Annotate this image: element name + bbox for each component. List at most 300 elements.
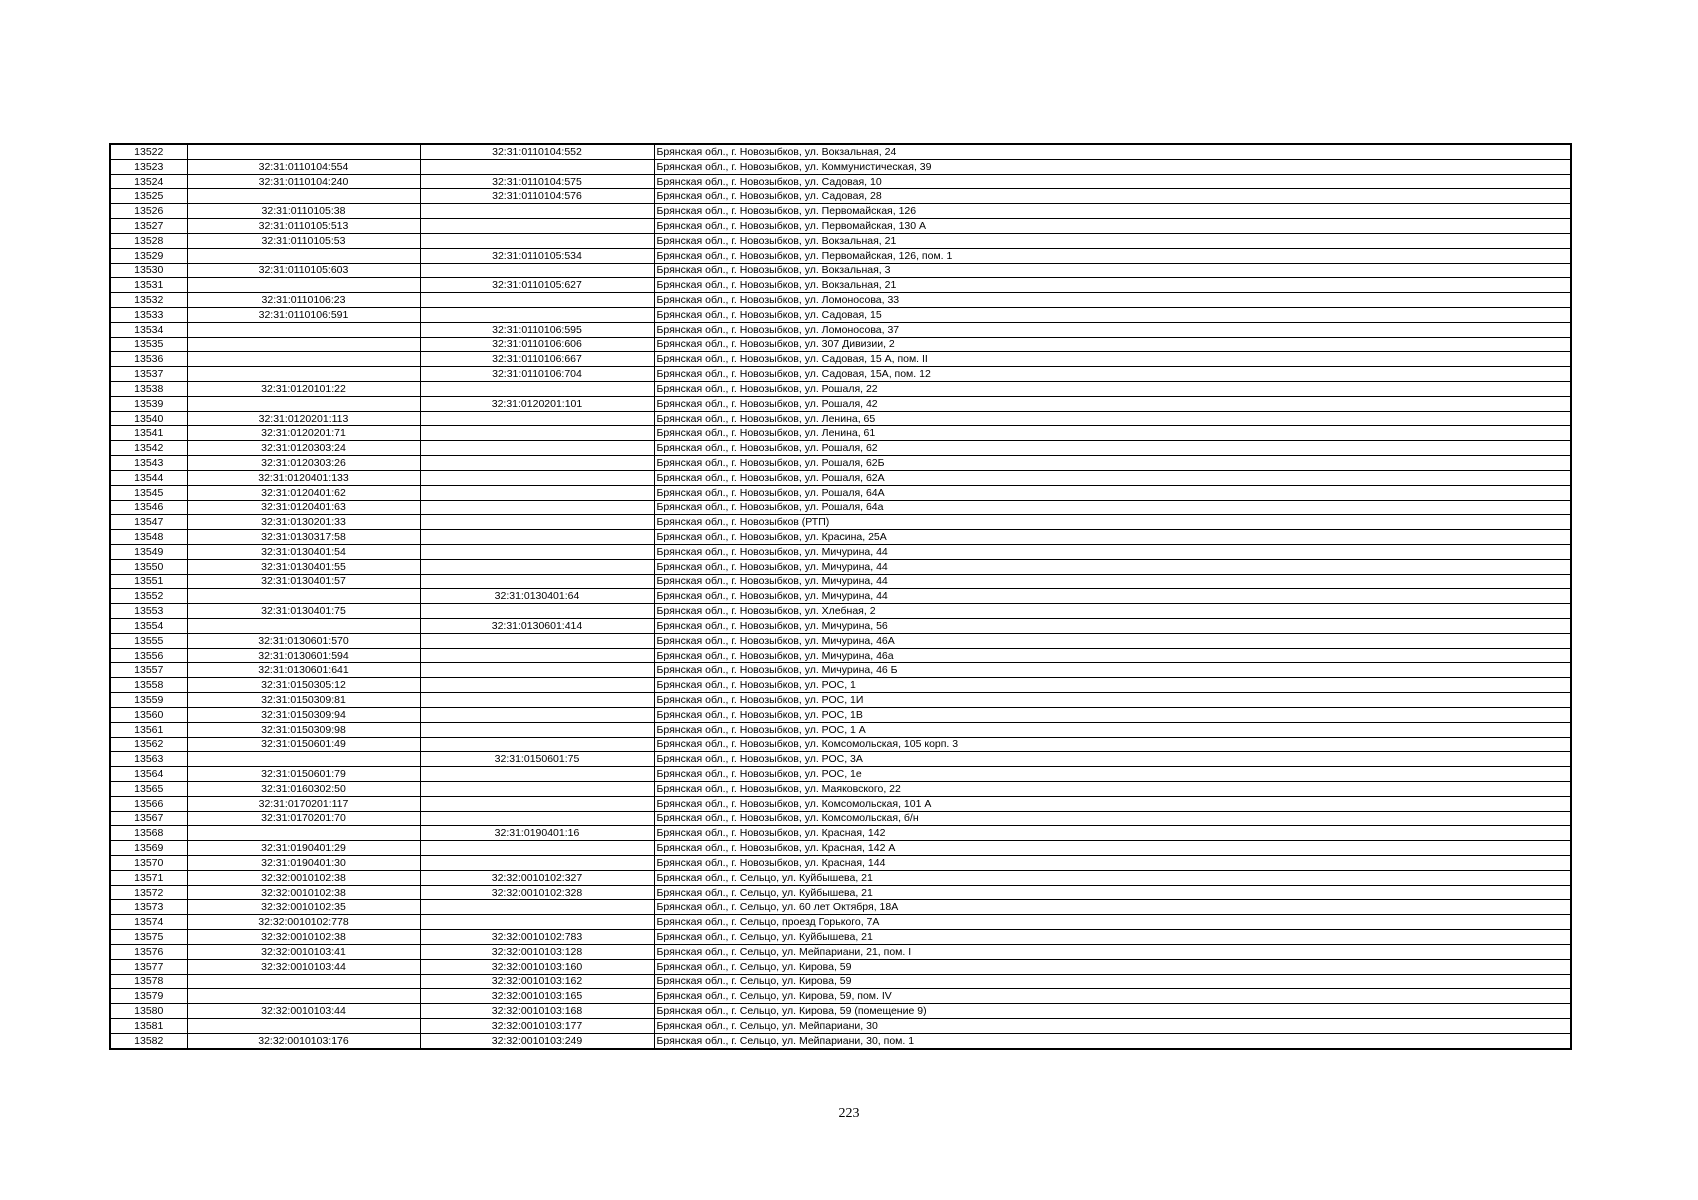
address-cell: Брянская обл., г. Новозыбков, ул. Рошаля, 62А xyxy=(654,470,1571,485)
building-cadastral-number-cell: 32:31:0110106:606 xyxy=(420,337,654,352)
building-cadastral-number-cell: 32:31:0110105:627 xyxy=(420,278,654,293)
building-cadastral-number-cell: 32:31:0110106:595 xyxy=(420,322,654,337)
address-cell: Брянская обл., г. Новозыбков, ул. Первомайская, 126, пом. 1 xyxy=(654,248,1571,263)
address-cell: Брянская обл., г. Новозыбков, ул. Комсомольская, 105 корп. 3 xyxy=(654,737,1571,752)
table-row xyxy=(110,530,1571,545)
building-cadastral-number-cell xyxy=(420,530,654,545)
row-number-cell: 13559 xyxy=(110,693,187,708)
address-cell: Брянская обл., г. Новозыбков, ул. Вокзальная, 3 xyxy=(654,263,1571,278)
row-number-cell: 13537 xyxy=(110,367,187,382)
row-number-cell: 13580 xyxy=(110,1004,187,1019)
building-cadastral-number-cell xyxy=(420,678,654,693)
table-row xyxy=(110,544,1571,559)
building-cadastral-number-cell xyxy=(420,485,654,500)
address-cell: Брянская обл., г. Новозыбков, ул. Красная, 144 xyxy=(654,856,1571,871)
building-cadastral-number-cell: 32:31:0110104:575 xyxy=(420,174,654,189)
address-cell: Брянская обл., г. Сельцо, ул. Мейпариани, 30 xyxy=(654,1018,1571,1033)
cadastral-number-cell: 32:31:0170201:117 xyxy=(187,796,420,811)
row-number-cell: 13536 xyxy=(110,352,187,367)
building-cadastral-number-cell xyxy=(420,441,654,456)
row-number-cell: 13533 xyxy=(110,307,187,322)
cadastral-number-cell xyxy=(187,826,420,841)
cadastral-number-cell xyxy=(187,1018,420,1033)
table-row xyxy=(110,633,1571,648)
cadastral-number-cell: 32:32:0010102:38 xyxy=(187,870,420,885)
building-cadastral-number-cell xyxy=(420,856,654,871)
building-cadastral-number-cell xyxy=(420,915,654,930)
address-cell: Брянская обл., г. Новозыбков, ул. РОС, 3А xyxy=(654,752,1571,767)
address-cell: Брянская обл., г. Новозыбков, ул. Первомайская, 130 А xyxy=(654,219,1571,234)
building-cadastral-number-cell xyxy=(420,796,654,811)
row-number-cell: 13581 xyxy=(110,1018,187,1033)
table-row xyxy=(110,737,1571,752)
building-cadastral-number-cell: 32:32:0010103:249 xyxy=(420,1033,654,1048)
row-number-cell: 13578 xyxy=(110,974,187,989)
row-number-cell: 13558 xyxy=(110,678,187,693)
table-row xyxy=(110,233,1571,248)
cadastral-number-cell: 32:31:0130401:57 xyxy=(187,574,420,589)
building-cadastral-number-cell xyxy=(420,722,654,737)
table-row xyxy=(110,219,1571,234)
cadastral-number-cell: 32:31:0170201:70 xyxy=(187,811,420,826)
cadastral-number-cell: 32:31:0130317:58 xyxy=(187,530,420,545)
address-cell: Брянская обл., г. Сельцо, проезд Горького, 7А xyxy=(654,915,1571,930)
cadastral-number-cell: 32:31:0120303:24 xyxy=(187,441,420,456)
table-row xyxy=(110,663,1571,678)
building-cadastral-number-cell xyxy=(420,767,654,782)
address-cell: Брянская обл., г. Новозыбков, ул. Мичурина, 44 xyxy=(654,589,1571,604)
address-cell: Брянская обл., г. Новозыбков, ул. Ленина, 65 xyxy=(654,411,1571,426)
building-cadastral-number-cell: 32:32:0010102:783 xyxy=(420,930,654,945)
building-cadastral-number-cell: 32:31:0110104:576 xyxy=(420,189,654,204)
table-row xyxy=(110,456,1571,471)
table-row xyxy=(110,322,1571,337)
cadastral-number-cell: 32:31:0120303:26 xyxy=(187,456,420,471)
address-cell: Брянская обл., г. Сельцо, ул. Кирова, 59 (помещение 9) xyxy=(654,1004,1571,1019)
row-number-cell: 13525 xyxy=(110,189,187,204)
row-number-cell: 13570 xyxy=(110,856,187,871)
cadastral-number-cell: 32:31:0110104:554 xyxy=(187,159,420,174)
cadastral-number-cell: 32:31:0160302:50 xyxy=(187,781,420,796)
cadastral-number-cell: 32:31:0110106:591 xyxy=(187,307,420,322)
table-row xyxy=(110,396,1571,411)
address-cell: Брянская обл., г. Сельцо, ул. Кирова, 59 xyxy=(654,974,1571,989)
table-row xyxy=(110,174,1571,189)
cadastral-number-cell xyxy=(187,752,420,767)
address-cell: Брянская обл., г. Новозыбков, ул. Мичурина, 46а xyxy=(654,648,1571,663)
table-row xyxy=(110,441,1571,456)
address-cell: Брянская обл., г. Новозыбков, ул. Мичурина, 44 xyxy=(654,574,1571,589)
cadastral-number-cell: 32:31:0130601:594 xyxy=(187,648,420,663)
cadastral-number-cell xyxy=(187,278,420,293)
building-cadastral-number-cell xyxy=(420,633,654,648)
table-row xyxy=(110,500,1571,515)
building-cadastral-number-cell xyxy=(420,604,654,619)
row-number-cell: 13531 xyxy=(110,278,187,293)
cadastral-number-cell: 32:31:0120201:113 xyxy=(187,411,420,426)
address-cell: Брянская обл., г. Новозыбков, ул. РОС, 1В xyxy=(654,707,1571,722)
table-row xyxy=(110,515,1571,530)
cadastral-number-cell: 32:32:0010102:778 xyxy=(187,915,420,930)
address-cell: Брянская обл., г. Новозыбков, ул. Садовая, 28 xyxy=(654,189,1571,204)
cadastral-number-cell: 32:31:0110105:513 xyxy=(187,219,420,234)
table-row xyxy=(110,959,1571,974)
building-cadastral-number-cell xyxy=(420,663,654,678)
cadastral-number-cell: 32:31:0190401:29 xyxy=(187,841,420,856)
building-cadastral-number-cell xyxy=(420,693,654,708)
address-cell: Брянская обл., г. Новозыбков, ул. Мичурина, 46А xyxy=(654,633,1571,648)
cadastral-number-cell: 32:31:0120401:133 xyxy=(187,470,420,485)
row-number-cell: 13522 xyxy=(110,144,187,159)
table-row xyxy=(110,974,1571,989)
building-cadastral-number-cell xyxy=(420,841,654,856)
row-number-cell: 13541 xyxy=(110,426,187,441)
row-number-cell: 13553 xyxy=(110,604,187,619)
row-number-cell: 13529 xyxy=(110,248,187,263)
cadastral-number-cell xyxy=(187,248,420,263)
cadastral-number-cell xyxy=(187,189,420,204)
address-cell: Брянская обл., г. Новозыбков, ул. Рошаля, 64а xyxy=(654,500,1571,515)
cadastral-number-cell: 32:31:0120201:71 xyxy=(187,426,420,441)
building-cadastral-number-cell: 32:31:0110104:552 xyxy=(420,144,654,159)
row-number-cell: 13538 xyxy=(110,382,187,397)
table-row xyxy=(110,144,1571,159)
cadastral-number-cell: 32:31:0130401:54 xyxy=(187,544,420,559)
building-cadastral-number-cell: 32:32:0010103:128 xyxy=(420,944,654,959)
address-cell: Брянская обл., г. Новозыбков, ул. Комсомольская, 101 А xyxy=(654,796,1571,811)
address-cell: Брянская обл., г. Новозыбков, ул. Комсомольская, б/н xyxy=(654,811,1571,826)
table-row xyxy=(110,470,1571,485)
row-number-cell: 13535 xyxy=(110,337,187,352)
building-cadastral-number-cell: 32:32:0010103:162 xyxy=(420,974,654,989)
building-cadastral-number-cell xyxy=(420,500,654,515)
row-number-cell: 13564 xyxy=(110,767,187,782)
address-cell: Брянская обл., г. Новозыбков, ул. Красина, 25А xyxy=(654,530,1571,545)
table-row xyxy=(110,337,1571,352)
address-cell: Брянская обл., г. Новозыбков, ул. Ломоносова, 37 xyxy=(654,322,1571,337)
address-cell: Брянская обл., г. Новозыбков, ул. Садовая, 15 xyxy=(654,307,1571,322)
building-cadastral-number-cell xyxy=(420,233,654,248)
row-number-cell: 13545 xyxy=(110,485,187,500)
building-cadastral-number-cell xyxy=(420,470,654,485)
address-cell: Брянская обл., г. Сельцо, ул. Кирова, 59 xyxy=(654,959,1571,974)
address-cell: Брянская обл., г. Новозыбков, ул. Красная, 142 xyxy=(654,826,1571,841)
row-number-cell: 13547 xyxy=(110,515,187,530)
table-row xyxy=(110,870,1571,885)
cadastral-number-cell xyxy=(187,989,420,1004)
address-cell: Брянская обл., г. Новозыбков, ул. 307 Дивизии, 2 xyxy=(654,337,1571,352)
building-cadastral-number-cell: 32:31:0120201:101 xyxy=(420,396,654,411)
address-cell: Брянская обл., г. Сельцо, ул. Куйбышева, 21 xyxy=(654,885,1571,900)
cadastral-number-cell: 32:31:0120101:22 xyxy=(187,382,420,397)
row-number-cell: 13523 xyxy=(110,159,187,174)
address-cell: Брянская обл., г. Новозыбков, ул. Мичурина, 56 xyxy=(654,619,1571,634)
row-number-cell: 13568 xyxy=(110,826,187,841)
address-cell: Брянская обл., г. Сельцо, ул. Куйбышева, 21 xyxy=(654,930,1571,945)
table-row xyxy=(110,826,1571,841)
address-cell: Брянская обл., г. Сельцо, ул. Куйбышева, 21 xyxy=(654,870,1571,885)
building-cadastral-number-cell: 32:31:0110106:667 xyxy=(420,352,654,367)
row-number-cell: 13572 xyxy=(110,885,187,900)
row-number-cell: 13575 xyxy=(110,930,187,945)
row-number-cell: 13569 xyxy=(110,841,187,856)
table-row xyxy=(110,707,1571,722)
cadastral-number-cell xyxy=(187,589,420,604)
table-row xyxy=(110,989,1571,1004)
cadastral-number-cell: 32:31:0150305:12 xyxy=(187,678,420,693)
building-cadastral-number-cell: 32:31:0130401:64 xyxy=(420,589,654,604)
table-row xyxy=(110,811,1571,826)
building-cadastral-number-cell xyxy=(420,307,654,322)
row-number-cell: 13562 xyxy=(110,737,187,752)
cadastral-number-cell: 32:31:0130201:33 xyxy=(187,515,420,530)
row-number-cell: 13528 xyxy=(110,233,187,248)
table-row xyxy=(110,767,1571,782)
table-row xyxy=(110,382,1571,397)
cadastral-number-cell: 32:31:0110104:240 xyxy=(187,174,420,189)
address-cell: Брянская обл., г. Новозыбков, ул. Коммунистическая, 39 xyxy=(654,159,1571,174)
table-row xyxy=(110,1004,1571,1019)
row-number-cell: 13577 xyxy=(110,959,187,974)
table-row xyxy=(110,574,1571,589)
cadastral-number-cell: 32:32:0010102:35 xyxy=(187,900,420,915)
address-cell: Брянская обл., г. Новозыбков, ул. Ломоносова, 33 xyxy=(654,293,1571,308)
row-number-cell: 13530 xyxy=(110,263,187,278)
table-row xyxy=(110,367,1571,382)
address-cell: Брянская обл., г. Новозыбков, ул. Вокзальная, 21 xyxy=(654,278,1571,293)
row-number-cell: 13574 xyxy=(110,915,187,930)
row-number-cell: 13551 xyxy=(110,574,187,589)
table-row xyxy=(110,411,1571,426)
cadastral-number-cell xyxy=(187,396,420,411)
row-number-cell: 13557 xyxy=(110,663,187,678)
table-row xyxy=(110,589,1571,604)
cadastral-number-cell: 32:31:0130601:641 xyxy=(187,663,420,678)
cadastral-number-cell: 32:31:0120401:62 xyxy=(187,485,420,500)
building-cadastral-number-cell xyxy=(420,159,654,174)
building-cadastral-number-cell: 32:31:0130601:414 xyxy=(420,619,654,634)
cadastral-number-cell xyxy=(187,144,420,159)
table-row xyxy=(110,204,1571,219)
building-cadastral-number-cell xyxy=(420,411,654,426)
table-row xyxy=(110,1033,1571,1048)
table-row xyxy=(110,648,1571,663)
building-cadastral-number-cell: 32:31:0150601:75 xyxy=(420,752,654,767)
building-cadastral-number-cell: 32:32:0010102:327 xyxy=(420,870,654,885)
row-number-cell: 13571 xyxy=(110,870,187,885)
row-number-cell: 13554 xyxy=(110,619,187,634)
row-number-cell: 13565 xyxy=(110,781,187,796)
table-row xyxy=(110,159,1571,174)
address-cell: Брянская обл., г. Новозыбков, ул. РОС, 1И xyxy=(654,693,1571,708)
address-cell: Брянская обл., г. Новозыбков, ул. РОС, 1 А xyxy=(654,722,1571,737)
address-cell: Брянская обл., г. Новозыбков, ул. Маяковского, 22 xyxy=(654,781,1571,796)
cadastral-number-cell: 32:31:0130401:55 xyxy=(187,559,420,574)
table-row xyxy=(110,930,1571,945)
row-number-cell: 13579 xyxy=(110,989,187,1004)
row-number-cell: 13534 xyxy=(110,322,187,337)
cadastral-number-cell: 32:31:0150309:94 xyxy=(187,707,420,722)
cadastral-number-cell xyxy=(187,974,420,989)
address-cell: Брянская обл., г. Новозыбков, ул. Рошаля, 62Б xyxy=(654,456,1571,471)
cadastral-number-cell: 32:32:0010102:38 xyxy=(187,885,420,900)
row-number-cell: 13563 xyxy=(110,752,187,767)
cadastral-number-cell: 32:31:0110106:23 xyxy=(187,293,420,308)
table-row xyxy=(110,796,1571,811)
row-number-cell: 13542 xyxy=(110,441,187,456)
address-cell: Брянская обл., г. Новозыбков (РТП) xyxy=(654,515,1571,530)
row-number-cell: 13560 xyxy=(110,707,187,722)
address-cell: Брянская обл., г. Новозыбков, ул. Хлебная, 2 xyxy=(654,604,1571,619)
table-row xyxy=(110,604,1571,619)
address-cell: Брянская обл., г. Новозыбков, ул. Садовая, 15А, пом. 12 xyxy=(654,367,1571,382)
building-cadastral-number-cell xyxy=(420,515,654,530)
cadastral-number-cell: 32:31:0150601:49 xyxy=(187,737,420,752)
address-cell: Брянская обл., г. Новозыбков, ул. Мичурина, 44 xyxy=(654,559,1571,574)
table-row xyxy=(110,722,1571,737)
table-row xyxy=(110,263,1571,278)
address-cell: Брянская обл., г. Новозыбков, ул. РОС, 1 xyxy=(654,678,1571,693)
building-cadastral-number-cell xyxy=(420,456,654,471)
address-cell: Брянская обл., г. Новозыбков, ул. Садовая, 15 А, пом. II xyxy=(654,352,1571,367)
table-row xyxy=(110,856,1571,871)
building-cadastral-number-cell: 32:31:0110106:704 xyxy=(420,367,654,382)
building-cadastral-number-cell: 32:32:0010103:160 xyxy=(420,959,654,974)
building-cadastral-number-cell: 32:32:0010103:168 xyxy=(420,1004,654,1019)
address-cell: Брянская обл., г. Сельцо, ул. 60 лет Октября, 18А xyxy=(654,900,1571,915)
building-cadastral-number-cell xyxy=(420,263,654,278)
table-row xyxy=(110,885,1571,900)
cadastral-number-cell: 32:32:0010103:44 xyxy=(187,1004,420,1019)
table-row xyxy=(110,352,1571,367)
address-cell: Брянская обл., г. Новозыбков, ул. Вокзальная, 21 xyxy=(654,233,1571,248)
building-cadastral-number-cell xyxy=(420,707,654,722)
cadastral-number-cell: 32:31:0150309:81 xyxy=(187,693,420,708)
table-row xyxy=(110,278,1571,293)
building-cadastral-number-cell xyxy=(420,426,654,441)
row-number-cell: 13548 xyxy=(110,530,187,545)
cadastral-number-cell xyxy=(187,322,420,337)
table-row xyxy=(110,841,1571,856)
building-cadastral-number-cell xyxy=(420,219,654,234)
building-cadastral-number-cell: 32:32:0010103:165 xyxy=(420,989,654,1004)
row-number-cell: 13546 xyxy=(110,500,187,515)
cadastral-number-cell: 32:32:0010103:44 xyxy=(187,959,420,974)
table-row xyxy=(110,619,1571,634)
cadastral-number-cell: 32:32:0010103:176 xyxy=(187,1033,420,1048)
table-row xyxy=(110,900,1571,915)
building-cadastral-number-cell xyxy=(420,737,654,752)
table-row xyxy=(110,1018,1571,1033)
registry-table xyxy=(109,143,1572,1050)
address-cell: Брянская обл., г. Новозыбков, ул. РОС, 1е xyxy=(654,767,1571,782)
table-row xyxy=(110,752,1571,767)
address-cell: Брянская обл., г. Новозыбков, ул. Рошаля, 62 xyxy=(654,441,1571,456)
row-number-cell: 13550 xyxy=(110,559,187,574)
address-cell: Брянская обл., г. Сельцо, ул. Мейпариани, 21, пом. I xyxy=(654,944,1571,959)
table-row xyxy=(110,248,1571,263)
building-cadastral-number-cell xyxy=(420,574,654,589)
address-cell: Брянская обл., г. Новозыбков, ул. Мичурина, 44 xyxy=(654,544,1571,559)
page-number: 223 xyxy=(838,1106,860,1121)
building-cadastral-number-cell xyxy=(420,544,654,559)
row-number-cell: 13524 xyxy=(110,174,187,189)
row-number-cell: 13526 xyxy=(110,204,187,219)
row-number-cell: 13555 xyxy=(110,633,187,648)
building-cadastral-number-cell xyxy=(420,648,654,663)
building-cadastral-number-cell: 32:32:0010103:177 xyxy=(420,1018,654,1033)
row-number-cell: 13573 xyxy=(110,900,187,915)
building-cadastral-number-cell xyxy=(420,293,654,308)
table-row xyxy=(110,693,1571,708)
address-cell: Брянская обл., г. Новозыбков, ул. Первомайская, 126 xyxy=(654,204,1571,219)
address-cell: Брянская обл., г. Новозыбков, ул. Рошаля, 22 xyxy=(654,382,1571,397)
table-row xyxy=(110,944,1571,959)
row-number-cell: 13532 xyxy=(110,293,187,308)
row-number-cell: 13540 xyxy=(110,411,187,426)
cadastral-number-cell xyxy=(187,352,420,367)
cadastral-number-cell: 32:31:0130401:75 xyxy=(187,604,420,619)
building-cadastral-number-cell xyxy=(420,204,654,219)
registry-table-body xyxy=(110,144,1571,1049)
row-number-cell: 13552 xyxy=(110,589,187,604)
address-cell: Брянская обл., г. Новозыбков, ул. Вокзальная, 24 xyxy=(654,144,1571,159)
row-number-cell: 13543 xyxy=(110,456,187,471)
cadastral-number-cell: 32:32:0010103:41 xyxy=(187,944,420,959)
row-number-cell: 13576 xyxy=(110,944,187,959)
building-cadastral-number-cell: 32:32:0010102:328 xyxy=(420,885,654,900)
row-number-cell: 13566 xyxy=(110,796,187,811)
building-cadastral-number-cell xyxy=(420,781,654,796)
cadastral-number-cell: 32:31:0150309:98 xyxy=(187,722,420,737)
building-cadastral-number-cell xyxy=(420,811,654,826)
cadastral-number-cell xyxy=(187,337,420,352)
table-row xyxy=(110,307,1571,322)
cadastral-number-cell: 32:31:0130601:570 xyxy=(187,633,420,648)
address-cell: Брянская обл., г. Новозыбков, ул. Садовая, 10 xyxy=(654,174,1571,189)
cadastral-number-cell: 32:31:0150601:79 xyxy=(187,767,420,782)
table-row xyxy=(110,426,1571,441)
cadastral-number-cell: 32:31:0110105:38 xyxy=(187,204,420,219)
address-cell: Брянская обл., г. Новозыбков, ул. Красная, 142 А xyxy=(654,841,1571,856)
cadastral-number-cell: 32:31:0110105:603 xyxy=(187,263,420,278)
row-number-cell: 13544 xyxy=(110,470,187,485)
row-number-cell: 13582 xyxy=(110,1033,187,1048)
table-row xyxy=(110,915,1571,930)
row-number-cell: 13527 xyxy=(110,219,187,234)
row-number-cell: 13549 xyxy=(110,544,187,559)
row-number-cell: 13567 xyxy=(110,811,187,826)
building-cadastral-number-cell xyxy=(420,900,654,915)
table-row xyxy=(110,559,1571,574)
address-cell: Брянская обл., г. Сельцо, ул. Мейпариани, 30, пом. 1 xyxy=(654,1033,1571,1048)
cadastral-number-cell xyxy=(187,367,420,382)
table-row xyxy=(110,189,1571,204)
address-cell: Брянская обл., г. Новозыбков, ул. Рошаля, 42 xyxy=(654,396,1571,411)
table-row xyxy=(110,293,1571,308)
cadastral-number-cell: 32:32:0010102:38 xyxy=(187,930,420,945)
cadastral-number-cell: 32:31:0110105:53 xyxy=(187,233,420,248)
cadastral-number-cell xyxy=(187,619,420,634)
address-cell: Брянская обл., г. Новозыбков, ул. Рошаля, 64А xyxy=(654,485,1571,500)
building-cadastral-number-cell: 32:31:0190401:16 xyxy=(420,826,654,841)
address-cell: Брянская обл., г. Сельцо, ул. Кирова, 59, пом. IV xyxy=(654,989,1571,1004)
row-number-cell: 13561 xyxy=(110,722,187,737)
row-number-cell: 13539 xyxy=(110,396,187,411)
table-row xyxy=(110,781,1571,796)
address-cell: Брянская обл., г. Новозыбков, ул. Ленина, 61 xyxy=(654,426,1571,441)
row-number-cell: 13556 xyxy=(110,648,187,663)
